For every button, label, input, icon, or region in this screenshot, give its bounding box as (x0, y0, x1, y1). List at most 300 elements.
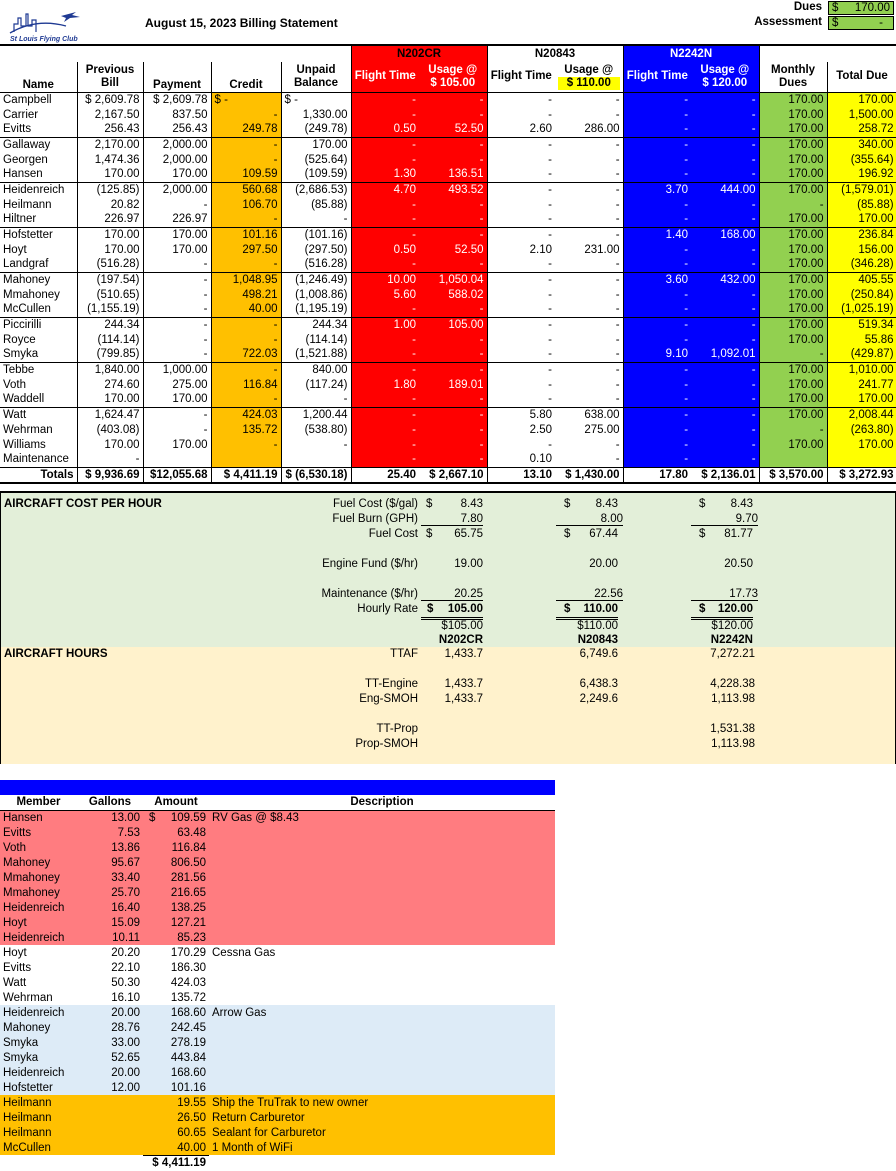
detail-member: Hoyt (0, 915, 77, 930)
cell-us2: - (555, 197, 623, 212)
cell-ft1: 5.60 (351, 287, 419, 302)
detail-row (0, 1020, 555, 1035)
member-row (0, 152, 896, 167)
total-pay: $12,055.68 (143, 467, 211, 483)
cell-us2: - (555, 392, 623, 407)
detail-gallons: 15.09 (77, 915, 143, 930)
member-row (0, 92, 896, 107)
cell-us2: - (555, 272, 623, 287)
cell-total: 236.84 (827, 227, 896, 242)
assessment-value: - (879, 17, 883, 29)
cell-prev: (516.28) (77, 257, 143, 272)
cell-pay: 226.97 (143, 212, 211, 227)
detail-amount: 63.48 (177, 826, 206, 839)
cell-unpaid: (1,521.88) (281, 347, 351, 362)
detail-member: Hofstetter (0, 1080, 77, 1095)
cell-us1: 136.51 (419, 167, 487, 182)
cell-us3: 444.00 (691, 182, 759, 197)
cell-us2: - (555, 362, 623, 377)
detail-description (209, 1065, 555, 1080)
cell-pay: 170.00 (143, 392, 211, 407)
a1-fuel-gal: 8.43 (460, 498, 483, 510)
detail-description (209, 1020, 555, 1035)
cell-pay: 170.00 (143, 437, 211, 452)
member-row (0, 242, 896, 257)
col-flight-time-1: Flight Time (351, 62, 419, 92)
cell-us3: - (691, 122, 759, 137)
cell-ft1: - (351, 407, 419, 422)
cell-us3: - (691, 422, 759, 437)
fuel-cost-label: Fuel Cost (368, 528, 418, 540)
cell-us1: - (419, 347, 487, 362)
cell-prev: (197.54) (77, 272, 143, 287)
detail-member: Heilmann (0, 1125, 77, 1140)
detail-member: Mmahoney (0, 885, 77, 900)
detail-member: Watt (0, 975, 77, 990)
cell-dues: 170.00 (759, 332, 827, 347)
a2-engine-fund: 20.00 (589, 558, 618, 570)
detail-row (0, 810, 555, 825)
col-name-label: Name (22, 78, 54, 91)
a2-fuel-burn: 8.00 (556, 513, 623, 526)
cell-total: 1,010.00 (827, 362, 896, 377)
a1-fuel-burn: 7.80 (421, 513, 483, 526)
cell-unpaid: (516.28) (281, 257, 351, 272)
cell-ft3: - (623, 332, 691, 347)
detail-member: Heidenreich (0, 1005, 77, 1020)
cell-unpaid: (525.64) (281, 152, 351, 167)
cell-prev: (510.65) (77, 287, 143, 302)
detail-member: Mmahoney (0, 870, 77, 885)
cell-unpaid: $ - (281, 92, 351, 107)
cell-name: Watt (0, 407, 77, 422)
cell-us3: - (691, 392, 759, 407)
total-us1: $ 2,667.10 (419, 467, 487, 483)
cell-ft2: - (487, 347, 555, 362)
cell-name: Voth (0, 377, 77, 392)
cell-us2: - (555, 437, 623, 452)
detail-gallons: 25.70 (77, 885, 143, 900)
detail-amount: 806.50 (170, 856, 206, 869)
cell-pay: 256.43 (143, 122, 211, 137)
statement-title: August 15, 2023 Billing Statement (145, 16, 338, 30)
cell-name: Mahoney (0, 272, 77, 287)
fuel-cost-gal-label: Fuel Cost ($/gal) (332, 498, 418, 510)
detail-gallons: 7.53 (77, 825, 143, 840)
detail-col-gallons: Gallons (77, 795, 143, 810)
col-unpaid: Unpaid Balance (281, 62, 351, 92)
detail-member: Hoyt (0, 945, 77, 960)
cell-us2: - (555, 182, 623, 197)
cell-us3: - (691, 152, 759, 167)
dues-value: 170.00 (854, 2, 890, 14)
a3-maintenance: 17.73 (691, 588, 758, 601)
cell-us1: - (419, 227, 487, 242)
cell-us3: - (691, 287, 759, 302)
cell-ft1: - (351, 137, 419, 152)
cell-us3: - (691, 92, 759, 107)
cell-dues (759, 452, 827, 467)
col-usage-1-label: Usage @ (428, 63, 478, 76)
logo-text: St Louis Flying Club (10, 36, 78, 43)
cell-pay: 170.00 (143, 242, 211, 257)
cell-unpaid: (1,246.49) (281, 272, 351, 287)
cell-us3: - (691, 212, 759, 227)
detail-member: McCullen (0, 1140, 77, 1155)
cell-ft1: 10.00 (351, 272, 419, 287)
detail-row (0, 1050, 555, 1065)
cell-name: McCullen (0, 302, 77, 317)
skyline-plane-icon (6, 8, 86, 38)
detail-description: RV Gas @ $8.43 (209, 810, 555, 825)
detail-col-member: Member (0, 795, 77, 810)
detail-gallons: 20.20 (77, 945, 143, 960)
cell-ft2: - (487, 137, 555, 152)
detail-row (0, 990, 555, 1005)
cell-ft2: - (487, 227, 555, 242)
detail-amount: 170.29 (170, 946, 206, 959)
detail-description (209, 1050, 555, 1065)
detail-member: Heidenreich (0, 930, 77, 945)
detail-description: Return Carburetor (209, 1110, 555, 1125)
cell-dues: 170.00 (759, 392, 827, 407)
detail-gallons (77, 1125, 143, 1140)
cell-ft1: - (351, 362, 419, 377)
member-row (0, 197, 896, 212)
col-payment-label: Payment (153, 78, 201, 91)
assessment-currency: $ (832, 17, 839, 29)
cell-ft3: - (623, 137, 691, 152)
cell-us1: 52.50 (419, 242, 487, 257)
cell-total: (85.88) (827, 197, 896, 212)
cell-name: Carrier (0, 107, 77, 122)
detail-amount: 424.03 (170, 976, 206, 989)
member-row (0, 332, 896, 347)
cell-us3: - (691, 377, 759, 392)
cell-us1: 52.50 (419, 122, 487, 137)
aircraft-cost-section (0, 491, 896, 764)
cell-ft2: - (487, 182, 555, 197)
total-ft2: 13.10 (487, 467, 555, 483)
a3-tail-label: N2242N (710, 634, 753, 646)
cell-prev: (125.85) (77, 182, 143, 197)
cell-ft1: 0.50 (351, 242, 419, 257)
cell-dues: 170.00 (759, 92, 827, 107)
cell-dues: 170.00 (759, 107, 827, 122)
total-ft3: 17.80 (623, 467, 691, 483)
cell-ft3: 3.70 (623, 182, 691, 197)
detail-member: Smyka (0, 1035, 77, 1050)
col-rate-3: $ 120.00 (702, 76, 748, 89)
detail-amount: 443.84 (170, 1051, 206, 1064)
detail-row (0, 930, 555, 945)
ttaf-label: TTAF (390, 648, 418, 660)
a3-fuel-cost-cur: $ (699, 528, 706, 540)
cell-credit: - (211, 332, 281, 347)
total-us3: $ 2,136.01 (691, 467, 759, 483)
cell-us1: - (419, 437, 487, 452)
cell-total (827, 452, 896, 467)
cell-total: 258.72 (827, 122, 896, 137)
cell-us3: 168.00 (691, 227, 759, 242)
cell-credit: 135.72 (211, 422, 281, 437)
detail-description (209, 975, 555, 990)
cell-pay: 2,000.00 (143, 137, 211, 152)
col-rate-1: $ 105.00 (430, 76, 476, 89)
aircraft-n2242n: N2242N (623, 45, 759, 62)
cell-us3: - (691, 437, 759, 452)
detail-amount: 101.16 (170, 1081, 206, 1094)
a3-tt-prop: 1,531.38 (710, 723, 755, 735)
total-us2: $ 1,430.00 (555, 467, 623, 483)
detail-description: Arrow Gas (209, 1005, 555, 1020)
detail-description (209, 1080, 555, 1095)
cell-total: (1,025.19) (827, 302, 896, 317)
detail-description (209, 840, 555, 855)
cell-ft2: - (487, 107, 555, 122)
detail-description (209, 990, 555, 1005)
a2-fuel-cost: 67.44 (589, 528, 618, 540)
a1-fuel-cost: 65.75 (454, 528, 483, 540)
a3-engine-fund: 20.50 (724, 558, 753, 570)
total-ft1: 25.40 (351, 467, 419, 483)
cell-credit: 101.16 (211, 227, 281, 242)
detail-amount: 40.00 (177, 1141, 206, 1154)
cell-ft2: 2.10 (487, 242, 555, 257)
maintenance-label: Maintenance ($/hr) (321, 588, 418, 600)
cell-prev: 170.00 (77, 392, 143, 407)
cell-us3: - (691, 317, 759, 332)
cell-ft3: - (623, 302, 691, 317)
cell-us1: - (419, 137, 487, 152)
detail-description (209, 855, 555, 870)
cell-ft3: - (623, 422, 691, 437)
col-rate-2: $ 110.00 (558, 77, 620, 90)
detail-amount: 85.23 (177, 931, 206, 944)
cell-ft3: 9.10 (623, 347, 691, 362)
cell-total: 519.34 (827, 317, 896, 332)
cell-total: 196.92 (827, 167, 896, 182)
detail-member: Heilmann (0, 1110, 77, 1125)
cell-ft3: - (623, 287, 691, 302)
cell-ft3: - (623, 377, 691, 392)
cell-unpaid: - (281, 437, 351, 452)
cell-prev: 170.00 (77, 227, 143, 242)
cell-credit: - (211, 137, 281, 152)
a2-ttaf: 6,749.6 (579, 648, 618, 660)
cell-us2: - (555, 92, 623, 107)
cell-ft1: 1.00 (351, 317, 419, 332)
cell-credit: - (211, 152, 281, 167)
cell-ft1: - (351, 437, 419, 452)
a3-hourly-rate: 120.00 (691, 603, 753, 620)
cell-name: Gallaway (0, 137, 77, 152)
cell-pay: - (143, 287, 211, 302)
billing-table (0, 44, 896, 484)
cell-credit: 40.00 (211, 302, 281, 317)
cell-dues: 170.00 (759, 122, 827, 137)
detail-row (0, 1005, 555, 1020)
cell-us1: - (419, 107, 487, 122)
cell-credit: 116.84 (211, 377, 281, 392)
col-total-due: Total Due (827, 62, 896, 92)
cell-us3: - (691, 137, 759, 152)
a2-hourly-rate: 110.00 (556, 603, 618, 620)
aircraft-n20843: N20843 (487, 45, 623, 62)
cell-name: Maintenance (0, 452, 77, 467)
cell-us2: - (555, 227, 623, 242)
cell-unpaid: 1,330.00 (281, 107, 351, 122)
cell-ft2: - (487, 92, 555, 107)
cell-total: 170.00 (827, 92, 896, 107)
cell-credit: 722.03 (211, 347, 281, 362)
aircraft-n202cr: N202CR (351, 45, 487, 62)
cell-pay: 2,000.00 (143, 182, 211, 197)
detail-row (0, 855, 555, 870)
cell-us3: 432.00 (691, 272, 759, 287)
detail-member: Heidenreich (0, 900, 77, 915)
cell-ft2: - (487, 362, 555, 377)
cell-pay: 170.00 (143, 167, 211, 182)
credit-detail-table (0, 795, 555, 1155)
cell-us2: - (555, 317, 623, 332)
cell-credit (211, 452, 281, 467)
detail-amount: 168.60 (170, 1066, 206, 1079)
a1-eng-smoh: 1,433.7 (444, 693, 483, 705)
cell-unpaid: (109.59) (281, 167, 351, 182)
member-row (0, 317, 896, 332)
cell-us3: 1,092.01 (691, 347, 759, 362)
a3-fuel-gal-cur: $ (699, 498, 706, 510)
cell-pay: - (143, 197, 211, 212)
cell-dues: - (759, 422, 827, 437)
cell-unpaid: (538.80) (281, 422, 351, 437)
cell-name: Heidenreich (0, 182, 77, 197)
cell-unpaid: (249.78) (281, 122, 351, 137)
cell-name: Smyka (0, 347, 77, 362)
cell-us2: - (555, 302, 623, 317)
cell-dues: 170.00 (759, 377, 827, 392)
member-row (0, 347, 896, 362)
cell-ft2: - (487, 167, 555, 182)
cell-total: (263.80) (827, 422, 896, 437)
member-row (0, 377, 896, 392)
cell-dues: - (759, 347, 827, 362)
detail-gallons: 13.86 (77, 840, 143, 855)
cell-pay: - (143, 257, 211, 272)
a3-rate-plain: $120.00 (711, 620, 753, 632)
col-payment (143, 62, 211, 92)
cell-ft1: 1.80 (351, 377, 419, 392)
cell-us1: - (419, 392, 487, 407)
cell-us1: - (419, 212, 487, 227)
cell-dues: 170.00 (759, 362, 827, 377)
detail-row (0, 1125, 555, 1140)
detail-gallons: 16.10 (77, 990, 143, 1005)
cell-us1: - (419, 362, 487, 377)
cell-name: Hiltner (0, 212, 77, 227)
cell-dues: 170.00 (759, 272, 827, 287)
detail-row (0, 825, 555, 840)
cell-us2: 275.00 (555, 422, 623, 437)
cell-unpaid: (101.16) (281, 227, 351, 242)
cell-prev: 2,170.00 (77, 137, 143, 152)
club-logo (6, 8, 86, 44)
cell-dues: 170.00 (759, 407, 827, 422)
cell-ft1: - (351, 392, 419, 407)
detail-amount: 19.55 (177, 1096, 206, 1109)
detail-amount: 116.84 (171, 841, 206, 854)
cell-dues: 170.00 (759, 212, 827, 227)
cell-dues: 170.00 (759, 227, 827, 242)
dues-label: Dues (793, 1, 822, 13)
detail-row (0, 1140, 555, 1155)
cell-pay: 2,000.00 (143, 152, 211, 167)
a1-engine-fund: 19.00 (454, 558, 483, 570)
detail-description (209, 915, 555, 930)
dues-value-cell (828, 1, 894, 15)
member-row (0, 437, 896, 452)
col-usage-3 (691, 62, 759, 92)
detail-description (209, 885, 555, 900)
detail-gallons: 12.00 (77, 1080, 143, 1095)
cell-dues: 170.00 (759, 257, 827, 272)
cell-name: Tebbe (0, 362, 77, 377)
a3-tt-engine: 4,228.38 (710, 678, 755, 690)
detail-row (0, 1110, 555, 1125)
cell-unpaid: (2,686.53) (281, 182, 351, 197)
cell-us3: - (691, 452, 759, 467)
cell-credit: 249.78 (211, 122, 281, 137)
detail-amount: 60.65 (177, 1126, 206, 1139)
cell-ft3: - (623, 152, 691, 167)
a1-ttaf: 1,433.7 (444, 648, 483, 660)
detail-col-amount: Amount (143, 795, 209, 810)
detail-gallons (77, 1095, 143, 1110)
a2-fuel-cost-cur: $ (564, 528, 571, 540)
col-flight-time-3: Flight Time (623, 62, 691, 92)
cell-ft2: - (487, 212, 555, 227)
detail-row (0, 945, 555, 960)
cell-total: (355.64) (827, 152, 896, 167)
cell-dues: - (759, 197, 827, 212)
cell-prev: 226.97 (77, 212, 143, 227)
cell-name: Georgen (0, 152, 77, 167)
cell-name: Waddell (0, 392, 77, 407)
cell-unpaid (281, 452, 351, 467)
cell-ft2: - (487, 197, 555, 212)
detail-gallons: 13.00 (77, 810, 143, 825)
cell-unpaid: 170.00 (281, 137, 351, 152)
cell-total: 340.00 (827, 137, 896, 152)
cell-total: (1,579.01) (827, 182, 896, 197)
cell-ft2: - (487, 317, 555, 332)
a3-eng-smoh: 1,113.98 (711, 693, 755, 705)
hourly-rate-label: Hourly Rate (357, 603, 418, 615)
a1-tt-engine: 1,433.7 (444, 678, 483, 690)
cell-credit: - (211, 392, 281, 407)
detail-gallons (77, 1140, 143, 1155)
detail-gallons (77, 1110, 143, 1125)
cell-credit: - (211, 362, 281, 377)
cell-prev: 244.34 (77, 317, 143, 332)
cell-dues: 170.00 (759, 437, 827, 452)
cell-us2: - (555, 287, 623, 302)
aircraft-header-row (0, 45, 896, 62)
cell-pay: 170.00 (143, 227, 211, 242)
cell-us1: - (419, 197, 487, 212)
cell-ft2: - (487, 257, 555, 272)
